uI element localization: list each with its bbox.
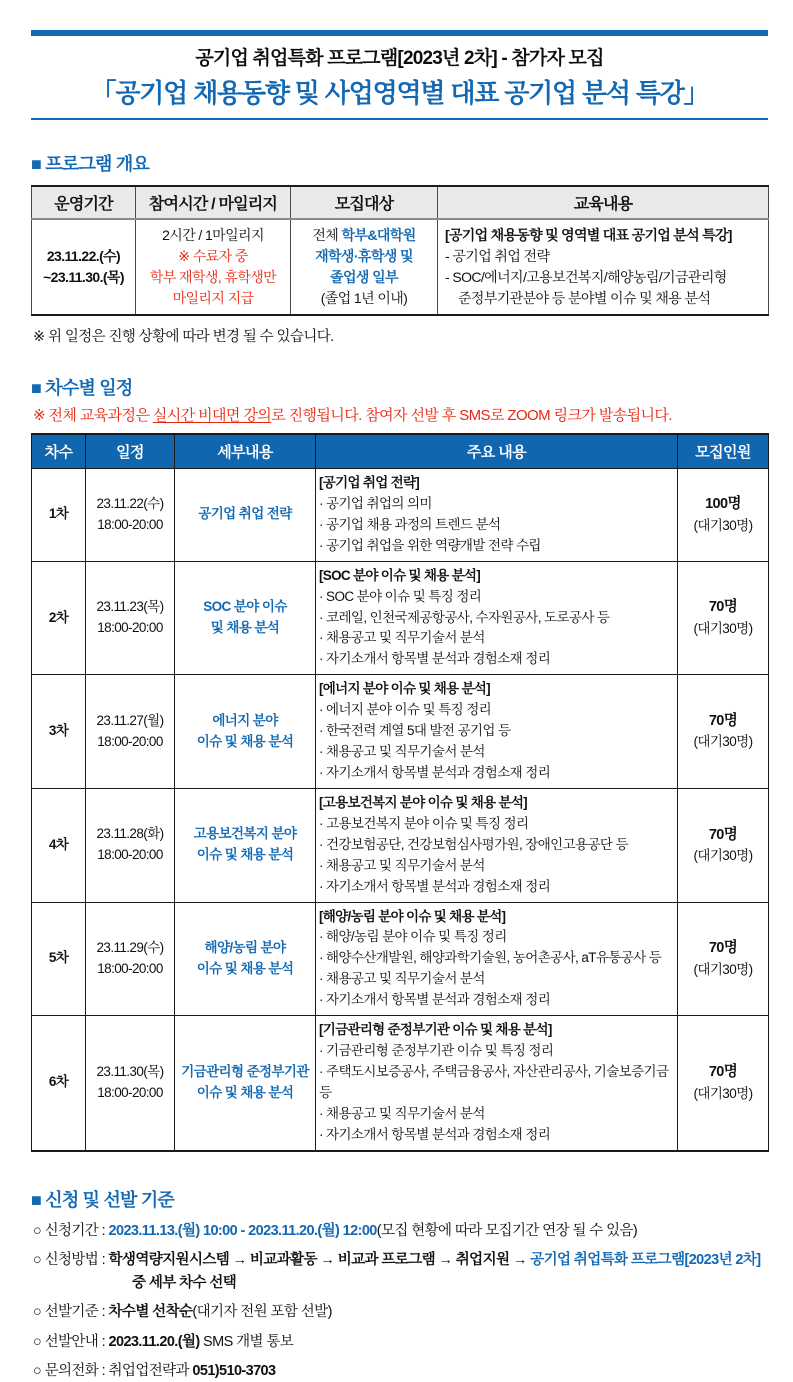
overview-period-cell xyxy=(32,219,136,315)
schedule-col-topic: 세부내용 xyxy=(175,434,316,469)
session-date-cell xyxy=(86,469,175,562)
session-no: 6차 xyxy=(32,1016,86,1151)
session-topic-line1: 에너지 분야 xyxy=(212,712,278,728)
period-line1: 23.11.22.(수) xyxy=(46,248,121,264)
session-main-title: [기금관리형 준정부기관 이슈 및 채용 분석] xyxy=(319,1022,552,1038)
red-note-pre: ※ 전체 교육과정은 xyxy=(33,407,153,424)
overview-col-target: 모집대상 xyxy=(291,186,438,219)
session-topic-cell xyxy=(175,788,316,902)
session-date: 23.11.29(수) xyxy=(96,939,164,955)
session-topic-line2: 이슈 및 채용 분석 xyxy=(196,1084,294,1100)
document-title: 공기업 취업특화 프로그램[2023년 2차] - 참가자 모집 xyxy=(195,48,604,69)
time-note1: ※ 수료자 중 xyxy=(178,248,248,264)
session-main-title: [공기업 취업 전략] xyxy=(319,475,420,490)
detail-item: · 채용공고 및 직무기술서 분석 xyxy=(319,971,485,987)
detail-item: · 기금관리형 준정부기관 이슈 및 특징 정리 xyxy=(319,1043,554,1059)
capacity-waitlist: (대기30명) xyxy=(693,1085,753,1101)
apply-method-label: ○ 신청방법 : xyxy=(33,1252,109,1269)
capacity-count: 70명 xyxy=(708,712,738,729)
target-note: (졸업 1년 이내) xyxy=(320,290,408,306)
overview-note: ※ 위 일정은 진행 상황에 따라 변경 될 수 있습니다. xyxy=(33,329,334,345)
detail-item: · 해양/농림 분야 이슈 및 특징 정리 xyxy=(319,929,507,945)
session-capacity-cell xyxy=(678,469,769,562)
edu-line3: 준정부기관분야 등 분야별 이슈 및 채용 분석 xyxy=(458,290,711,306)
schedule-col-main: 주요 내용 xyxy=(316,434,678,469)
contact-phone: 051)510-3703 xyxy=(192,1363,276,1379)
session-time: 18:00-20:00 xyxy=(97,516,163,532)
session-date-cell xyxy=(86,675,175,789)
time-note3: 마일리지 지급 xyxy=(172,290,254,306)
detail-item: · 공기업 취업의 의미 xyxy=(319,495,432,511)
detail-item: · 해양수산개발원, 해양과학기술원, 농어촌공사, aT유통공사 등 xyxy=(319,950,662,966)
session-topic-line1: 해양/농림 분야 xyxy=(204,939,286,955)
detail-item: · 에너지 분야 이슈 및 특징 정리 xyxy=(319,702,492,718)
detail-item: · 주택도시보증공사, 주택금융공사, 자산관리공사, 기술보증기금 등 xyxy=(319,1063,669,1100)
capacity-count: 100명 xyxy=(705,496,741,513)
capacity-waitlist: (대기30명) xyxy=(693,517,753,533)
overview-header-row xyxy=(32,186,769,219)
session-capacity-cell xyxy=(678,788,769,902)
session-topic-cell xyxy=(175,561,316,675)
schedule-row-2 xyxy=(32,561,769,675)
red-note-underline: 실시간 비대면 강의 xyxy=(152,407,272,424)
session-main-cell xyxy=(316,788,678,902)
contact-label: ○ 문의전화 : xyxy=(33,1363,109,1379)
session-topic-cell xyxy=(175,469,316,562)
session-date: 23.11.23(목) xyxy=(96,599,164,615)
overview-heading: ■ 프로그램 개요 xyxy=(31,154,150,174)
session-time: 18:00-20:00 xyxy=(97,960,163,976)
edu-line1: - 공기업 취업 전략 xyxy=(445,248,550,264)
session-topic-line1: 고용보건복지 분야 xyxy=(193,826,297,842)
session-main-title: [해양/농림 분야 이슈 및 채용 분석] xyxy=(319,908,506,924)
session-detail-list xyxy=(319,927,674,1011)
detail-item: · 채용공고 및 직무기술서 분석 xyxy=(319,744,485,760)
target-prefix: 전체 xyxy=(312,227,342,243)
schedule-col-date: 일정 xyxy=(86,434,175,469)
notice-bold: 2023.11.20.(월) xyxy=(108,1333,200,1350)
session-topic-line1: SOC 분야 이슈 xyxy=(203,599,287,615)
detail-item: · 자기소개서 항목별 분석과 경험소재 정리 xyxy=(319,764,551,780)
session-capacity-cell xyxy=(678,561,769,675)
session-no: 4차 xyxy=(32,788,86,902)
contact-line xyxy=(33,1360,768,1382)
capacity-count: 70명 xyxy=(708,940,738,957)
capacity-count: 70명 xyxy=(708,1064,738,1081)
session-detail-list xyxy=(319,814,674,898)
session-no: 3차 xyxy=(32,675,86,789)
apply-method-program: 공기업 취업특화 프로그램[2023년 2차] xyxy=(530,1252,761,1269)
schedule-col-no: 차수 xyxy=(32,434,86,469)
red-note-post: 로 진행됩니다. 참여자 선발 후 SMS로 ZOOM 링크가 발송됩니다. xyxy=(271,407,672,424)
session-topic-cell xyxy=(175,675,316,789)
session-main-title: [SOC 분야 이슈 및 채용 분석] xyxy=(319,567,481,583)
schedule-col-capacity: 모집인원 xyxy=(678,434,769,469)
notice-label: ○ 선발안내 : xyxy=(33,1333,109,1350)
schedule-row-5 xyxy=(32,902,769,1016)
session-capacity-cell xyxy=(678,675,769,789)
session-capacity-cell xyxy=(678,902,769,1016)
session-no: 1차 xyxy=(32,469,86,562)
edu-line2: - SOC/에너지/고용보건복지/해양농림/기금관리형 xyxy=(445,269,727,285)
session-date-cell xyxy=(86,902,175,1016)
session-topic-line2: 이슈 및 채용 분석 xyxy=(196,733,294,749)
session-main-cell xyxy=(316,902,678,1016)
capacity-waitlist: (대기30명) xyxy=(693,620,753,636)
session-detail-list xyxy=(319,494,674,557)
overview-col-content: 교육내용 xyxy=(438,186,769,219)
session-date-cell xyxy=(86,1016,175,1151)
schedule-row-3 xyxy=(32,675,769,789)
schedule-table xyxy=(31,433,769,1152)
apply-heading: ■ 신청 및 선발 기준 xyxy=(31,1189,174,1210)
target-bold1: 학부&대학원 xyxy=(341,227,416,243)
selection-bold: 차수별 선착순 xyxy=(108,1304,193,1321)
detail-item: · 자기소개서 항목별 분석과 경험소재 정리 xyxy=(319,1126,551,1142)
schedule-row-4 xyxy=(32,788,769,902)
session-topic-cell xyxy=(175,1016,316,1151)
capacity-count: 70명 xyxy=(708,826,738,843)
detail-item: · 자기소개서 항목별 분석과 경험소재 정리 xyxy=(319,651,551,667)
session-main-title: [에너지 분야 이슈 및 채용 분석] xyxy=(319,681,490,697)
schedule-row-6 xyxy=(32,1016,769,1151)
session-topic-line2: 및 채용 분석 xyxy=(210,619,280,635)
capacity-waitlist: (대기30명) xyxy=(693,961,753,977)
selection-suffix: (대기자 전원 포함 선발) xyxy=(192,1304,332,1321)
detail-item: · 채용공고 및 직무기술서 분석 xyxy=(319,630,485,646)
selection-label: ○ 선발기준 : xyxy=(33,1304,109,1321)
apply-period-suffix: (모집 현황에 따라 모집기간 연장 될 수 있음) xyxy=(376,1222,638,1239)
target-line1 xyxy=(295,225,433,246)
edu-title: [공기업 채용동향 및 영역별 대표 공기업 분석 특강] xyxy=(445,227,732,243)
time-line: 2시간 / 1마일리지 xyxy=(162,227,264,243)
notice-suffix: SMS 개별 통보 xyxy=(199,1333,294,1350)
session-date: 23.11.22(수) xyxy=(96,495,164,511)
selection-line xyxy=(33,1301,768,1323)
session-detail-list xyxy=(319,1041,674,1146)
detail-item: · 건강보험공단, 건강보험심사평가원, 장애인고용공단 등 xyxy=(319,836,628,852)
detail-item: · 자기소개서 항목별 분석과 경험소재 정리 xyxy=(319,992,551,1008)
session-topic-line2: 이슈 및 채용 분석 xyxy=(196,960,294,976)
capacity-count: 70명 xyxy=(708,599,738,616)
session-date: 23.11.27(월) xyxy=(96,712,164,728)
session-main-cell xyxy=(316,675,678,789)
session-no: 5차 xyxy=(32,902,86,1016)
session-date: 23.11.28(화) xyxy=(96,826,164,842)
detail-item: · SOC 분야 이슈 및 특징 정리 xyxy=(319,588,482,604)
detail-item: · 공기업 채용 과정의 트렌드 분석 xyxy=(319,516,501,532)
overview-target-cell xyxy=(291,219,438,315)
apply-method-path: 학생역량지원시스템 → 비교과활동 → 비교과 프로그램 → 취업지원 → xyxy=(108,1252,531,1269)
period-line2: ~23.11.30.(목) xyxy=(43,269,124,285)
session-topic-line2: 이슈 및 채용 분석 xyxy=(196,847,294,863)
capacity-waitlist: (대기30명) xyxy=(693,847,753,863)
session-main-title: [고용보건복지 분야 이슈 및 채용 분석] xyxy=(319,794,527,810)
session-main-cell xyxy=(316,561,678,675)
overview-col-time: 참여시간 / 마일리지 xyxy=(136,186,291,219)
overview-col-period: 운영기간 xyxy=(32,186,136,219)
overview-body-row xyxy=(32,219,769,315)
target-bold3: 졸업생 일부 xyxy=(330,269,398,285)
detail-item: · 채용공고 및 직무기술서 분석 xyxy=(319,1105,485,1121)
detail-item: · 자기소개서 항목별 분석과 경험소재 정리 xyxy=(319,878,551,894)
apply-period-line xyxy=(33,1220,768,1242)
overview-edu-cell xyxy=(438,219,769,315)
session-detail-list xyxy=(319,587,674,671)
detail-item: · 공기업 취업을 위한 역량개발 전략 수립 xyxy=(319,537,541,553)
detail-item: · 코레일, 인천국제공항공사, 수자원공사, 도로공사 등 xyxy=(319,609,610,625)
apply-method-line xyxy=(33,1249,768,1294)
detail-item: · 고용보건복지 분야 이슈 및 특징 정리 xyxy=(319,815,529,831)
target-bold2: 재학생·휴학생 및 xyxy=(315,248,413,264)
session-capacity-cell xyxy=(678,1016,769,1151)
apply-period-value: 2023.11.13.(월) 10:00 - 2023.11.20.(월) 12:00 xyxy=(108,1222,377,1239)
apply-method-suffix: 중 세부 차수 선택 xyxy=(132,1274,237,1291)
session-topic-line1: 기금관리형 준정부기관 xyxy=(181,1063,309,1079)
detail-item: · 채용공고 및 직무기술서 분석 xyxy=(319,857,485,873)
session-time: 18:00-20:00 xyxy=(97,1084,163,1100)
session-time: 18:00-20:00 xyxy=(97,847,163,863)
session-date: 23.11.30(목) xyxy=(96,1063,164,1079)
schedule-row-1 xyxy=(32,469,769,562)
session-date-cell xyxy=(86,561,175,675)
detail-item: · 한국전력 계열 5대 발전 공기업 등 xyxy=(319,723,511,739)
session-no: 2차 xyxy=(32,561,86,675)
session-main-cell xyxy=(316,1016,678,1151)
session-time: 18:00-20:00 xyxy=(97,733,163,749)
time-note2: 학부 재학생, 휴학생만 xyxy=(149,269,277,285)
schedule-header-row xyxy=(32,434,769,469)
schedule-heading: ■ 차수별 일정 xyxy=(31,378,133,398)
session-date-cell xyxy=(86,788,175,902)
overview-table xyxy=(31,185,769,316)
capacity-waitlist: (대기30명) xyxy=(693,734,753,750)
notice-line xyxy=(33,1331,768,1353)
session-time: 18:00-20:00 xyxy=(97,619,163,635)
overview-time-cell xyxy=(136,219,291,315)
contact-dept: 취업업전략과 xyxy=(108,1363,193,1379)
apply-period-label: ○ 신청기간 : xyxy=(33,1222,109,1239)
session-topic-line1: 공기업 취업 전략 xyxy=(198,506,292,522)
session-topic-cell xyxy=(175,902,316,1016)
session-main-cell xyxy=(316,469,678,562)
session-detail-list xyxy=(319,700,674,784)
document-subtitle: 「공기업 채용동향 및 사업영역별 대표 공기업 분석 특강」 xyxy=(31,71,768,120)
schedule-red-note xyxy=(33,404,768,425)
